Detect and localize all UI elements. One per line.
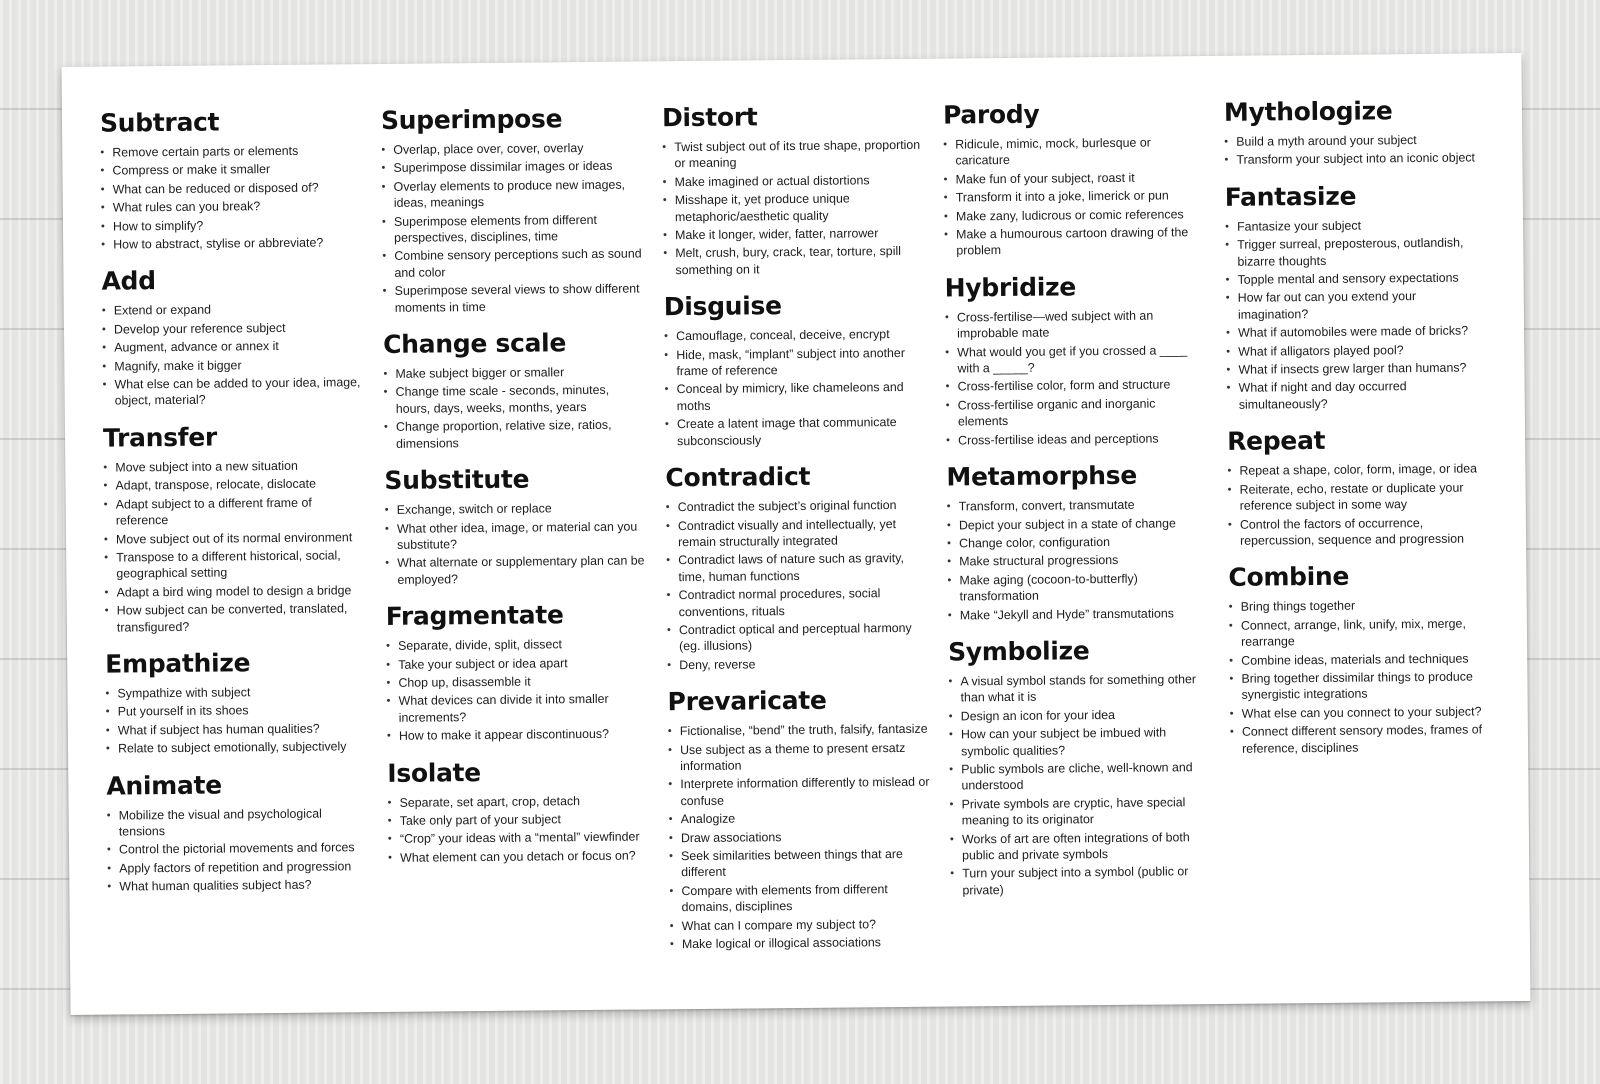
bullet-list	[664, 326, 946, 450]
list-item: • Change time scale - seconds, minutes, hours, days, weeks, months, years	[384, 382, 646, 417]
bullet-list	[386, 635, 668, 744]
list-item: • Adapt, transpose, relocate, dislocate	[103, 475, 365, 494]
list-item: • What rules can you break?	[101, 197, 363, 216]
section-distort	[662, 101, 945, 279]
list-item: • How to make it appear discontinuous?	[387, 726, 649, 745]
section-fantasize	[1225, 180, 1508, 413]
list-item: • Superimpose dissimilar images or ideas	[381, 158, 643, 177]
list-item: • Public symbols are cliche, well-known and understood	[949, 759, 1211, 794]
section-heading: Superimpose	[380, 104, 563, 135]
list-item: • Make structural progressions	[947, 551, 1209, 570]
list-item: • Take your subject or idea apart	[386, 654, 648, 673]
columns-container	[100, 95, 1510, 994]
list-item: • Design an icon for your idea	[949, 706, 1211, 725]
list-item: • Change color, configuration	[947, 533, 1209, 552]
list-item: • Interprete information differently to mislead or confuse	[668, 774, 930, 809]
list-item: • What can be reduced or disposed of?	[101, 179, 363, 198]
section-heading: Repeat	[1226, 426, 1326, 457]
list-item: • Superimpose several views to show different moments in time	[383, 281, 645, 316]
list-item: • Make imagined or actual distortions	[663, 172, 925, 191]
bullet-list	[943, 134, 1225, 260]
list-item: • Contradict laws of nature such as gravity, time, human functions	[666, 550, 928, 585]
section-repeat	[1227, 424, 1509, 549]
section-heading: Parody	[942, 99, 1040, 130]
list-item: • Twist subject out of its true shape, proportion or meaning	[662, 137, 924, 172]
list-item: • Misshape it, yet produce unique metaphoric/aesthetic quality	[663, 190, 925, 225]
list-item: • Develop your reference subject	[102, 319, 364, 338]
list-item: • What element can you detach or focus on?	[388, 847, 650, 866]
column-4	[943, 98, 1232, 987]
column-2	[381, 103, 670, 992]
list-item: • Deny, reverse	[667, 654, 929, 673]
section-heading: Disguise	[663, 291, 782, 322]
section-heading: Animate	[106, 770, 222, 801]
list-item: • Transform it into a joke, limerick or pun	[944, 187, 1206, 206]
list-item: • Compare with elements from different domains, disciplines	[669, 881, 931, 916]
list-item: • Draw associations	[669, 827, 931, 846]
list-item: • What can I compare my subject to?	[670, 915, 932, 934]
section-mythologize	[1224, 95, 1506, 169]
list-item: • Make zany, ludicrous or comic references	[944, 206, 1206, 225]
list-item: • Control the pictorial movements and forces	[107, 839, 369, 858]
section-animate	[106, 768, 388, 895]
list-item: • Transpose to a different historical, social, geographical setting	[104, 547, 366, 582]
section-heading: Substitute	[384, 464, 530, 496]
list-item: • Repeat a shape, color, form, image, or idea	[1227, 461, 1489, 480]
list-item: • How subject can be converted, translated, transfigured?	[105, 600, 367, 635]
list-item: • Separate, divide, split, dissect	[386, 636, 648, 655]
list-item: • What human qualities subject has?	[107, 876, 369, 895]
list-item: • Create a latent image that communicate subconsciously	[665, 414, 927, 449]
section-substitute	[384, 463, 666, 588]
list-item: • Overlay elements to produce new images, ideas, meanings	[382, 176, 644, 211]
section-prevaricate	[667, 685, 951, 953]
list-item: • Separate, set apart, crop, detach	[387, 792, 649, 811]
section-symbolize	[948, 635, 1231, 899]
section-parody	[943, 98, 1226, 260]
section-contradict	[665, 461, 948, 674]
list-item: • Put yourself in its shoes	[106, 701, 368, 720]
section-subtract	[100, 106, 382, 253]
list-item: • Take only part of your subject	[388, 810, 650, 829]
list-item: • How can your subject be imbued with symbolic qualities?	[949, 724, 1211, 759]
section-change-scale	[383, 327, 665, 452]
section-heading: Symbolize	[948, 636, 1090, 667]
list-item: • Make fun of your subject, roast it	[944, 169, 1206, 188]
bullet-list	[103, 457, 386, 636]
list-item: • What if night and day occurred simultaneously?	[1227, 378, 1489, 413]
list-item: • Seek similarities between things that are different	[669, 846, 931, 881]
list-item: • Exchange, switch or replace	[385, 500, 647, 519]
list-item: • Make a humourous cartoon drawing of the problem	[944, 224, 1206, 259]
list-item: • Transform, convert, transmutate	[947, 496, 1209, 515]
list-item: • What if subject has human qualities?	[106, 720, 368, 739]
list-item: • What other idea, image, or material can you substitute?	[385, 518, 647, 553]
reference-sheet	[61, 53, 1530, 1015]
list-item: • Private symbols are cryptic, have special meaning to its originator	[950, 794, 1212, 829]
list-item: • Trigger surreal, preposterous, outlandish, bizarre thoughts	[1225, 235, 1487, 270]
bullet-list	[948, 671, 1231, 899]
list-item: • “Crop” your ideas with a “mental” viewfinder	[388, 829, 650, 848]
list-item: • Contradict optical and perceptual harmony (eg. illusions)	[667, 620, 929, 655]
section-hybridize	[945, 271, 1228, 449]
section-heading: Change scale	[383, 328, 567, 360]
section-transfer	[103, 421, 386, 636]
section-combine	[1228, 560, 1511, 756]
list-item: • Make “Jekyll and Hyde” transmutations	[948, 605, 1210, 624]
list-item: • Use subject as a theme to present ersatz information	[668, 739, 930, 774]
section-heading: Fantasize	[1224, 181, 1357, 212]
section-heading: Mythologize	[1223, 96, 1393, 127]
list-item: • Adapt a bird wing model to design a bridge	[104, 582, 366, 601]
list-item: • Build a myth around your subject	[1224, 131, 1486, 150]
section-heading: Contradict	[665, 461, 811, 493]
list-item: • Transform your subject into an iconic object	[1224, 150, 1486, 169]
list-item: • How to simplify?	[101, 216, 363, 235]
list-item: • What would you get if you crossed a ____ with a _____?	[945, 342, 1207, 377]
section-heading: Metamorphse	[946, 460, 1138, 492]
list-item: • A visual symbol stands for something other than what it is	[948, 671, 1210, 706]
section-disguise	[664, 290, 946, 450]
section-empathize	[105, 647, 387, 757]
bullet-list	[666, 497, 949, 674]
list-item: • Mobilize the visual and psychological tensions	[107, 805, 369, 840]
bullet-list	[383, 363, 665, 452]
list-item: • How to abstract, stylise or abbreviate?	[101, 234, 363, 253]
list-item: • What if automobiles were made of bricks?	[1226, 323, 1488, 342]
section-heading: Add	[101, 266, 156, 297]
bullet-list	[1229, 596, 1512, 756]
list-item: • Make logical or illogical associations	[670, 934, 932, 953]
list-item: • Cross-fertilise organic and inorganic elements	[946, 395, 1208, 430]
bullet-list	[1225, 216, 1508, 413]
list-item: • Contradict normal procedures, social conventions, rituals	[667, 585, 929, 620]
section-superimpose	[381, 103, 664, 316]
list-item: • Cross-fertilise color, form and structure	[946, 377, 1208, 396]
bullet-list	[662, 137, 944, 279]
column-5	[1224, 95, 1513, 984]
list-item: • What else can you connect to your subject?	[1230, 703, 1492, 722]
list-item: • Augment, advance or annex it	[102, 337, 364, 356]
list-item: • Conceal by mimicry, like chameleons and moths	[665, 379, 927, 414]
list-item: • Combine ideas, materials and techniques	[1229, 650, 1491, 669]
bullet-list	[381, 139, 664, 316]
list-item: • Make it longer, wider, fatter, narrower	[663, 225, 925, 244]
list-item: • Extend or expand	[102, 301, 364, 320]
list-item: • What if alligators played pool?	[1226, 341, 1488, 360]
list-item: • Cross-fertilise—wed subject with an improbable mate	[945, 307, 1207, 342]
list-item: • Bring things together	[1229, 597, 1491, 616]
bullet-list	[107, 804, 389, 895]
list-item: • Combine sensory perceptions such as sound and color	[382, 246, 644, 281]
list-item: • Bring together dissimilar things to produce synergistic integrations	[1229, 668, 1491, 703]
list-item: • Apply factors of repetition and progression	[107, 858, 369, 877]
list-item: • Adapt subject to a different frame of reference	[104, 494, 366, 529]
list-item: • Works of art are often integrations of both public and private symbols	[950, 829, 1212, 864]
list-item: • Topple mental and sensory expectations	[1226, 269, 1488, 288]
list-item: • What devices can divide it into smaller increments?	[387, 691, 649, 726]
bullet-list	[387, 792, 669, 866]
section-heading: Hybridize	[944, 272, 1077, 303]
bullet-list	[385, 499, 667, 588]
list-item: • Remove certain parts or elements	[100, 142, 362, 161]
list-item: • Cross-fertilise ideas and perceptions	[946, 430, 1208, 449]
list-item: • Compress or make it smaller	[100, 161, 362, 180]
section-heading: Subtract	[99, 107, 220, 138]
section-heading: Fragmentate	[385, 600, 564, 632]
section-heading: Distort	[661, 102, 758, 133]
list-item: • Ridicule, mimic, mock, burlesque or caricature	[943, 134, 1205, 169]
list-item: • What else can be added to your idea, image, object, material?	[102, 374, 364, 409]
section-add	[101, 264, 383, 409]
list-item: • Fantasize your subject	[1225, 216, 1487, 235]
list-item: • Move subject out of its normal environment	[104, 529, 366, 548]
column-1	[100, 106, 389, 995]
section-metamorphse	[946, 460, 1229, 624]
list-item: • Magnify, make it bigger	[102, 356, 364, 375]
list-item: • What if insects grew larger than humans?	[1226, 359, 1488, 378]
bullet-list	[100, 142, 382, 253]
list-item: • Change proportion, relative size, ratios, dimensions	[384, 417, 646, 452]
list-item: • Fictionalise, “bend” the truth, falsify, fantasize	[668, 721, 930, 740]
section-fragmentate	[386, 599, 668, 744]
list-item: • Control the factors of occurrence, repercussion, sequence and progression	[1228, 514, 1490, 549]
list-item: • What alternate or supplementary plan can be employed?	[385, 553, 647, 588]
list-item: • Analogize	[669, 809, 931, 828]
list-item: • Make subject bigger or smaller	[383, 364, 645, 383]
bullet-list	[102, 300, 384, 409]
list-item: • Contradict the subject’s original function	[666, 497, 928, 516]
list-item: • Overlap, place over, cover, overlay	[381, 139, 643, 158]
list-item: • Camouflage, conceal, deceive, encrypt	[664, 326, 926, 345]
section-heading: Empathize	[105, 648, 251, 679]
list-item: • Melt, crush, bury, crack, tear, torture, spill something on it	[663, 243, 925, 278]
list-item: • Chop up, disassemble it	[386, 672, 648, 691]
section-isolate	[387, 756, 669, 866]
list-item: • How far out can you extend your imagination?	[1226, 288, 1488, 323]
list-item: • Contradict visually and intellectually, yet remain structurally integrated	[666, 515, 928, 550]
section-heading: Isolate	[387, 757, 482, 788]
bullet-list	[1224, 131, 1505, 169]
bullet-list	[1227, 460, 1509, 549]
list-item: • Move subject into a new situation	[103, 457, 365, 476]
column-3	[662, 101, 951, 990]
bullet-list	[105, 683, 387, 757]
list-item: • Connect, arrange, link, unify, mix, merge, rearrange	[1229, 615, 1491, 650]
list-item: • Turn your subject into a symbol (public or private)	[950, 863, 1212, 898]
list-item: • Reiterate, echo, restate or duplicate your reference subject in some way	[1228, 479, 1490, 514]
section-heading: Combine	[1228, 562, 1350, 593]
list-item: • Relate to subject emotionally, subjectively	[106, 738, 368, 757]
list-item: • Depict your subject in a state of change	[947, 515, 1209, 534]
bullet-list	[945, 307, 1227, 449]
bullet-list	[947, 496, 1229, 624]
section-heading: Prevaricate	[667, 685, 827, 717]
bullet-list	[668, 721, 951, 953]
list-item: • Superimpose elements from different perspectives, disciplines, time	[382, 211, 644, 246]
list-item: • Hide, mask, “implant” subject into another frame of reference	[664, 344, 926, 379]
list-item: • Make aging (cocoon-to-butterfly) transformation	[947, 570, 1209, 605]
list-item: • Connect different sensory modes, frames of reference, disciplines	[1230, 721, 1492, 756]
section-heading: Transfer	[102, 422, 218, 453]
list-item: • Sympathize with subject	[105, 683, 367, 702]
